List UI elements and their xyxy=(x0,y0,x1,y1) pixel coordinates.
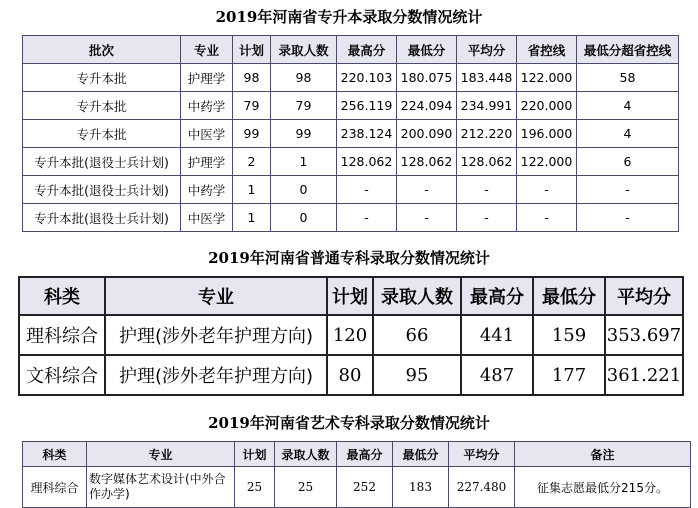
table-cell: 227.480 xyxy=(449,467,515,508)
column-header: 最低分超省控线 xyxy=(577,36,679,64)
table-row xyxy=(23,120,679,148)
table-cell: - xyxy=(397,204,457,232)
table-cell: 256.119 xyxy=(337,92,397,120)
table-cell: 79 xyxy=(233,92,271,120)
table-row xyxy=(19,355,683,395)
table-cell: 2 xyxy=(233,148,271,176)
column-header: 批次 xyxy=(23,36,181,64)
table-cell: 专升本批(退役士兵计划) xyxy=(23,148,181,176)
table-cell: 212.220 xyxy=(457,120,517,148)
table-cell: 98 xyxy=(233,64,271,92)
table-cell: 中药学 xyxy=(181,92,233,120)
table-cell: 中药学 xyxy=(181,176,233,204)
table-cell: 128.062 xyxy=(337,148,397,176)
table-cell: 224.094 xyxy=(397,92,457,120)
table-cell: 122.000 xyxy=(517,64,577,92)
table-cell: 1 xyxy=(233,176,271,204)
table-cell: 220.103 xyxy=(337,64,397,92)
table-cell: 征集志愿最低分215分。 xyxy=(515,467,691,508)
column-header: 备注 xyxy=(515,442,691,467)
column-header: 平均分 xyxy=(449,442,515,467)
table-cell: 专升本批(退役士兵计划) xyxy=(23,176,181,204)
table-cell: 441 xyxy=(461,315,533,355)
table-cell: - xyxy=(457,176,517,204)
table-title-upgrade: 2019年河南省专升本录取分数情况统计 xyxy=(215,8,483,26)
table-cell: 79 xyxy=(271,92,337,120)
table-row xyxy=(23,92,679,120)
table-header-row xyxy=(23,36,679,64)
table-cell: 6 xyxy=(577,148,679,176)
table-cell: - xyxy=(337,176,397,204)
table-cell: 数字媒体艺术设计(中外合作办学) xyxy=(87,467,235,508)
table-row xyxy=(23,176,679,204)
table-title-art-college: 2019年河南省艺术专科录取分数情况统计 xyxy=(208,414,490,432)
column-header: 计划 xyxy=(233,36,271,64)
table-cell: 专升本批(退役士兵计划) xyxy=(23,204,181,232)
upgrade-admission-table xyxy=(22,35,679,232)
column-header: 录取人数 xyxy=(271,36,337,64)
table-cell: 238.124 xyxy=(337,120,397,148)
table-cell: 95 xyxy=(373,355,461,395)
column-header: 计划 xyxy=(235,442,275,467)
table-cell: 专升本批 xyxy=(23,92,181,120)
table-cell: 128.062 xyxy=(397,148,457,176)
table-cell: 159 xyxy=(533,315,605,355)
table-row xyxy=(23,148,679,176)
column-header: 最高分 xyxy=(461,277,533,315)
column-header: 科类 xyxy=(23,442,87,467)
column-header: 专业 xyxy=(87,442,235,467)
table-cell: 护理(涉外老年护理方向) xyxy=(105,355,327,395)
table-cell: 120 xyxy=(327,315,373,355)
column-header: 最高分 xyxy=(337,36,397,64)
table-cell: 183.448 xyxy=(457,64,517,92)
table-cell: 128.062 xyxy=(457,148,517,176)
table-cell: 196.000 xyxy=(517,120,577,148)
table-cell: - xyxy=(457,204,517,232)
table-cell: 200.090 xyxy=(397,120,457,148)
column-header: 录取人数 xyxy=(373,277,461,315)
table-cell: 220.000 xyxy=(517,92,577,120)
column-header: 最低分 xyxy=(393,442,449,467)
table-cell: 0 xyxy=(271,176,337,204)
column-header: 计划 xyxy=(327,277,373,315)
table-cell: 1 xyxy=(271,148,337,176)
table-header-row xyxy=(23,442,691,467)
table-cell: 0 xyxy=(271,204,337,232)
table-row xyxy=(23,467,691,508)
table-cell: - xyxy=(577,176,679,204)
table-cell: 353.697 xyxy=(605,315,683,355)
table-header-row xyxy=(19,277,683,315)
table-cell: 252 xyxy=(337,467,393,508)
table-cell: 中医学 xyxy=(181,204,233,232)
table-cell: 理科综合 xyxy=(23,467,87,508)
table-cell: 122.000 xyxy=(517,148,577,176)
table-cell: 专升本批 xyxy=(23,120,181,148)
table-cell: 66 xyxy=(373,315,461,355)
column-header: 最低分 xyxy=(533,277,605,315)
table-cell: 文科综合 xyxy=(19,355,105,395)
column-header: 科类 xyxy=(19,277,105,315)
table-cell: 183 xyxy=(393,467,449,508)
table-row xyxy=(23,204,679,232)
table-cell: 58 xyxy=(577,64,679,92)
column-header: 最高分 xyxy=(337,442,393,467)
table-cell: - xyxy=(337,204,397,232)
table-cell: 4 xyxy=(577,92,679,120)
table-cell: - xyxy=(397,176,457,204)
table-cell: 487 xyxy=(461,355,533,395)
table-cell: 4 xyxy=(577,120,679,148)
column-header: 省控线 xyxy=(517,36,577,64)
table-row xyxy=(19,315,683,355)
table-cell: 98 xyxy=(271,64,337,92)
table-cell: 180.075 xyxy=(397,64,457,92)
table-cell: - xyxy=(577,204,679,232)
table-cell: 1 xyxy=(233,204,271,232)
column-header: 专业 xyxy=(105,277,327,315)
table-cell: 护理(涉外老年护理方向) xyxy=(105,315,327,355)
table-cell: 护理学 xyxy=(181,148,233,176)
art-college-admission-table xyxy=(22,441,691,508)
table-cell: 专升本批 xyxy=(23,64,181,92)
table-cell: 234.991 xyxy=(457,92,517,120)
table-cell: 25 xyxy=(235,467,275,508)
table-cell: 理科综合 xyxy=(19,315,105,355)
column-header: 平均分 xyxy=(605,277,683,315)
table-cell: 361.221 xyxy=(605,355,683,395)
table-cell: 80 xyxy=(327,355,373,395)
table-cell: - xyxy=(517,176,577,204)
regular-college-admission-table xyxy=(18,276,684,396)
table-cell: 99 xyxy=(271,120,337,148)
table-cell: 中医学 xyxy=(181,120,233,148)
column-header: 录取人数 xyxy=(275,442,337,467)
table-cell: 25 xyxy=(275,467,337,508)
table-title-regular-college: 2019年河南省普通专科录取分数情况统计 xyxy=(208,249,490,267)
table-cell: 护理学 xyxy=(181,64,233,92)
table-cell: 177 xyxy=(533,355,605,395)
table-cell: - xyxy=(517,204,577,232)
column-header: 平均分 xyxy=(457,36,517,64)
column-header: 专业 xyxy=(181,36,233,64)
table-cell: 99 xyxy=(233,120,271,148)
column-header: 最低分 xyxy=(397,36,457,64)
table-row xyxy=(23,64,679,92)
